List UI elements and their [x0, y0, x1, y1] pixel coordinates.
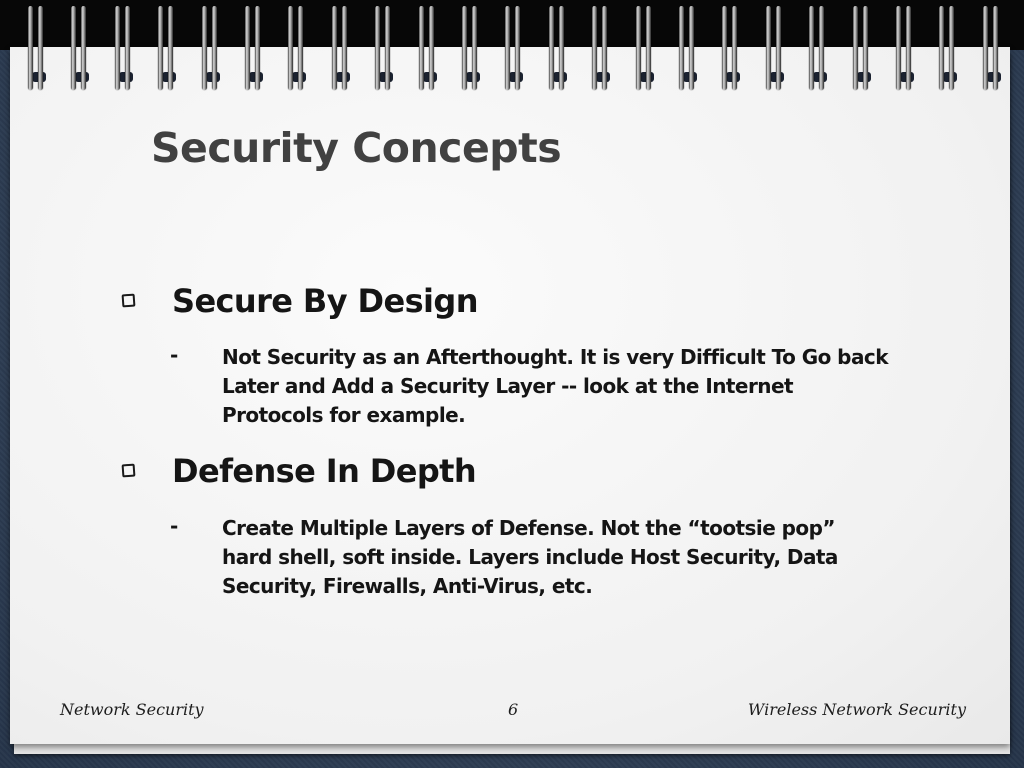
- punch-hole: [75, 72, 89, 82]
- punch-hole: [206, 72, 220, 82]
- punch-hole: [292, 72, 306, 82]
- binding-strip: [0, 0, 1024, 50]
- punch-hole: [726, 72, 740, 82]
- page-number: 6: [508, 700, 519, 719]
- punch-hole: [119, 72, 133, 82]
- punch-hole: [596, 72, 610, 82]
- punch-hole: [162, 72, 176, 82]
- punch-hole: [509, 72, 523, 82]
- punch-hole: [249, 72, 263, 82]
- sub-bullet-text: Create Multiple Layers of Defense. Not the “tootsie pop” hard shell, soft inside. Layers include Host Security, Data Security, Firewalls, Anti-Virus, etc.: [222, 516, 838, 598]
- punch-hole: [900, 72, 914, 82]
- punch-hole: [32, 72, 46, 82]
- footer-right-label: Wireless Network Security: [747, 700, 966, 719]
- dash-bullet-icon: -: [170, 343, 179, 367]
- punch-hole: [640, 72, 654, 82]
- punch-hole: [770, 72, 784, 82]
- punch-hole: [466, 72, 480, 82]
- punch-hole: [987, 72, 1001, 82]
- checkbox-bullet-icon: [122, 294, 136, 308]
- punch-hole: [943, 72, 957, 82]
- footer-left-label: Network Security: [60, 700, 204, 719]
- bullet-heading: Defense In Depth: [172, 452, 477, 490]
- punch-hole: [379, 72, 393, 82]
- punch-hole: [683, 72, 697, 82]
- checkbox-bullet-icon: [122, 464, 136, 478]
- sub-bullet-text: Not Security as an Afterthought. It is very Difficult To Go back Later and Add a Security Layer -- look at the Internet Protocols for example.: [222, 345, 888, 427]
- dash-bullet-icon: -: [170, 514, 179, 538]
- punch-hole: [813, 72, 827, 82]
- punch-hole: [336, 72, 350, 82]
- slide-title: Security Concepts: [151, 124, 562, 172]
- punch-hole: [553, 72, 567, 82]
- punch-holes: [10, 47, 1010, 87]
- punch-hole: [857, 72, 871, 82]
- punch-hole: [423, 72, 437, 82]
- bullet-heading: Secure By Design: [172, 282, 478, 320]
